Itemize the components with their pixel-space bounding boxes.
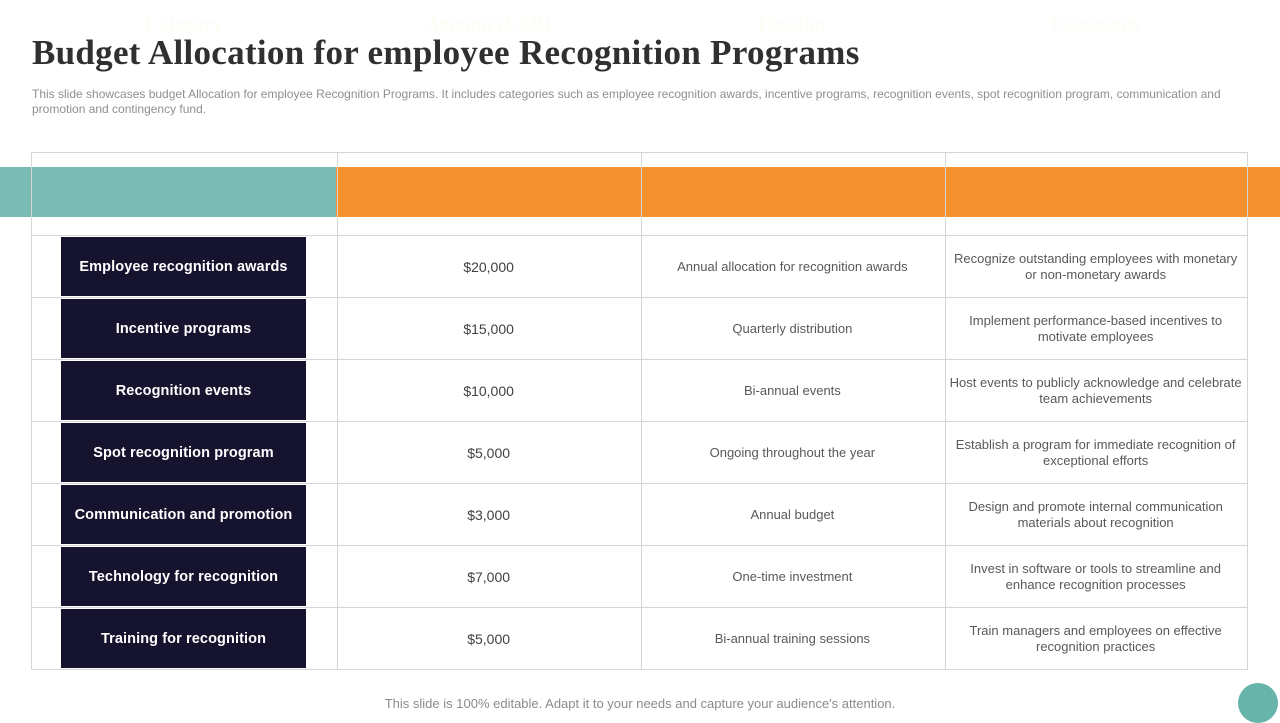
amount-cell: [337, 608, 641, 669]
timeline-cell: [641, 608, 945, 669]
comments-cell: [944, 484, 1247, 545]
comments-cell: [944, 546, 1247, 607]
category-cell: [32, 608, 337, 669]
table-row: [32, 483, 1247, 545]
category-label: Training for recognition: [100, 630, 267, 647]
comments-cell: [944, 360, 1247, 421]
amount-value: $3,000: [467, 506, 511, 523]
amount-value: $5,000: [467, 630, 511, 647]
amount-cell: [337, 360, 641, 421]
timeline-cell: [641, 422, 945, 483]
page-title: Budget Allocation for employee Recognition Programs: [32, 33, 860, 72]
category-cell: [32, 484, 337, 545]
category-cell: [32, 422, 337, 483]
amount-value: $15,000: [463, 320, 514, 337]
comments-cell: [944, 608, 1247, 669]
timeline-value: Ongoing throughout the year: [709, 445, 876, 460]
timeline-cell: [641, 360, 945, 421]
category-chip: [61, 299, 306, 358]
comments-cell: [944, 236, 1247, 297]
category-chip: [61, 609, 306, 668]
comments-cell: [944, 422, 1247, 483]
comments-value: Design and promote internal communication materials about recognition: [968, 498, 1223, 530]
comments-cell: [944, 298, 1247, 359]
timeline-cell: [641, 298, 945, 359]
comments-value: Host events to publicly acknowledge and celebrate team achievements: [949, 374, 1242, 406]
column-header-timeline: Timeline: [755, 14, 829, 35]
column-header-comments: Comments: [1051, 14, 1141, 35]
timeline-value: Annual budget: [750, 507, 835, 522]
table-row: [32, 359, 1247, 421]
category-cell: [32, 360, 337, 421]
table-body: [32, 235, 1247, 669]
comments-value: Establish a program for immediate recognition of exceptional efforts: [955, 436, 1236, 468]
amount-cell: [337, 298, 641, 359]
timeline-value: Annual allocation for recognition awards: [677, 259, 908, 274]
category-label: Technology for recognition: [88, 568, 279, 585]
timeline-cell: [641, 546, 945, 607]
table-row: [32, 421, 1247, 483]
timeline-cell: [641, 484, 945, 545]
budget-table: [31, 152, 1248, 670]
comments-value: Implement performance-based incentives to motivate employees: [969, 312, 1223, 344]
timeline-value: One-time investment: [732, 569, 853, 584]
category-chip: [61, 423, 306, 482]
table-row: [32, 607, 1247, 669]
corner-circle-decoration: [1238, 683, 1278, 723]
table-row: [32, 545, 1247, 607]
timeline-value: Quarterly distribution: [732, 321, 853, 336]
amount-value: $5,000: [467, 444, 511, 461]
category-label: Incentive programs: [115, 320, 252, 337]
column-header-amount: Amount (USD): [425, 14, 551, 35]
column-header-category: Category: [144, 14, 223, 35]
comments-value: Recognize outstanding employees with monetary or non-monetary awards: [953, 250, 1238, 282]
amount-value: $20,000: [463, 258, 514, 275]
category-chip: [61, 237, 306, 296]
category-label: Employee recognition awards: [79, 258, 288, 275]
category-label: Spot recognition program: [93, 444, 274, 461]
comments-value: Invest in software or tools to streamline and enhance recognition processes: [970, 560, 1221, 592]
timeline-value: Bi-annual training sessions: [714, 631, 871, 646]
category-cell: [32, 236, 337, 297]
timeline-value: Bi-annual events: [743, 383, 841, 398]
amount-cell: [337, 236, 641, 297]
category-chip: [61, 485, 306, 544]
category-cell: [32, 298, 337, 359]
category-label: Recognition events: [115, 382, 252, 399]
category-chip: [61, 361, 306, 420]
slide-description: This slide showcases budget Allocation for employee Recognition Programs. It includes categories such as employee recognition awards, incentive programs, recognition events, spot recognition program, communication and promotion and contingency fund.: [32, 87, 1221, 116]
table-row: [32, 297, 1247, 359]
category-chip: [61, 547, 306, 606]
amount-cell: [337, 484, 641, 545]
table-row: [32, 235, 1247, 297]
comments-value: Train managers and employees on effective recognition practices: [969, 622, 1222, 654]
category-cell: [32, 546, 337, 607]
timeline-cell: [641, 236, 945, 297]
category-label: Communication and promotion: [74, 506, 293, 523]
editable-note: This slide is 100% editable. Adapt it to your needs and capture your audience's attention.: [384, 696, 896, 711]
amount-value: $7,000: [467, 568, 511, 585]
amount-cell: [337, 422, 641, 483]
amount-value: $10,000: [463, 382, 514, 399]
amount-cell: [337, 546, 641, 607]
